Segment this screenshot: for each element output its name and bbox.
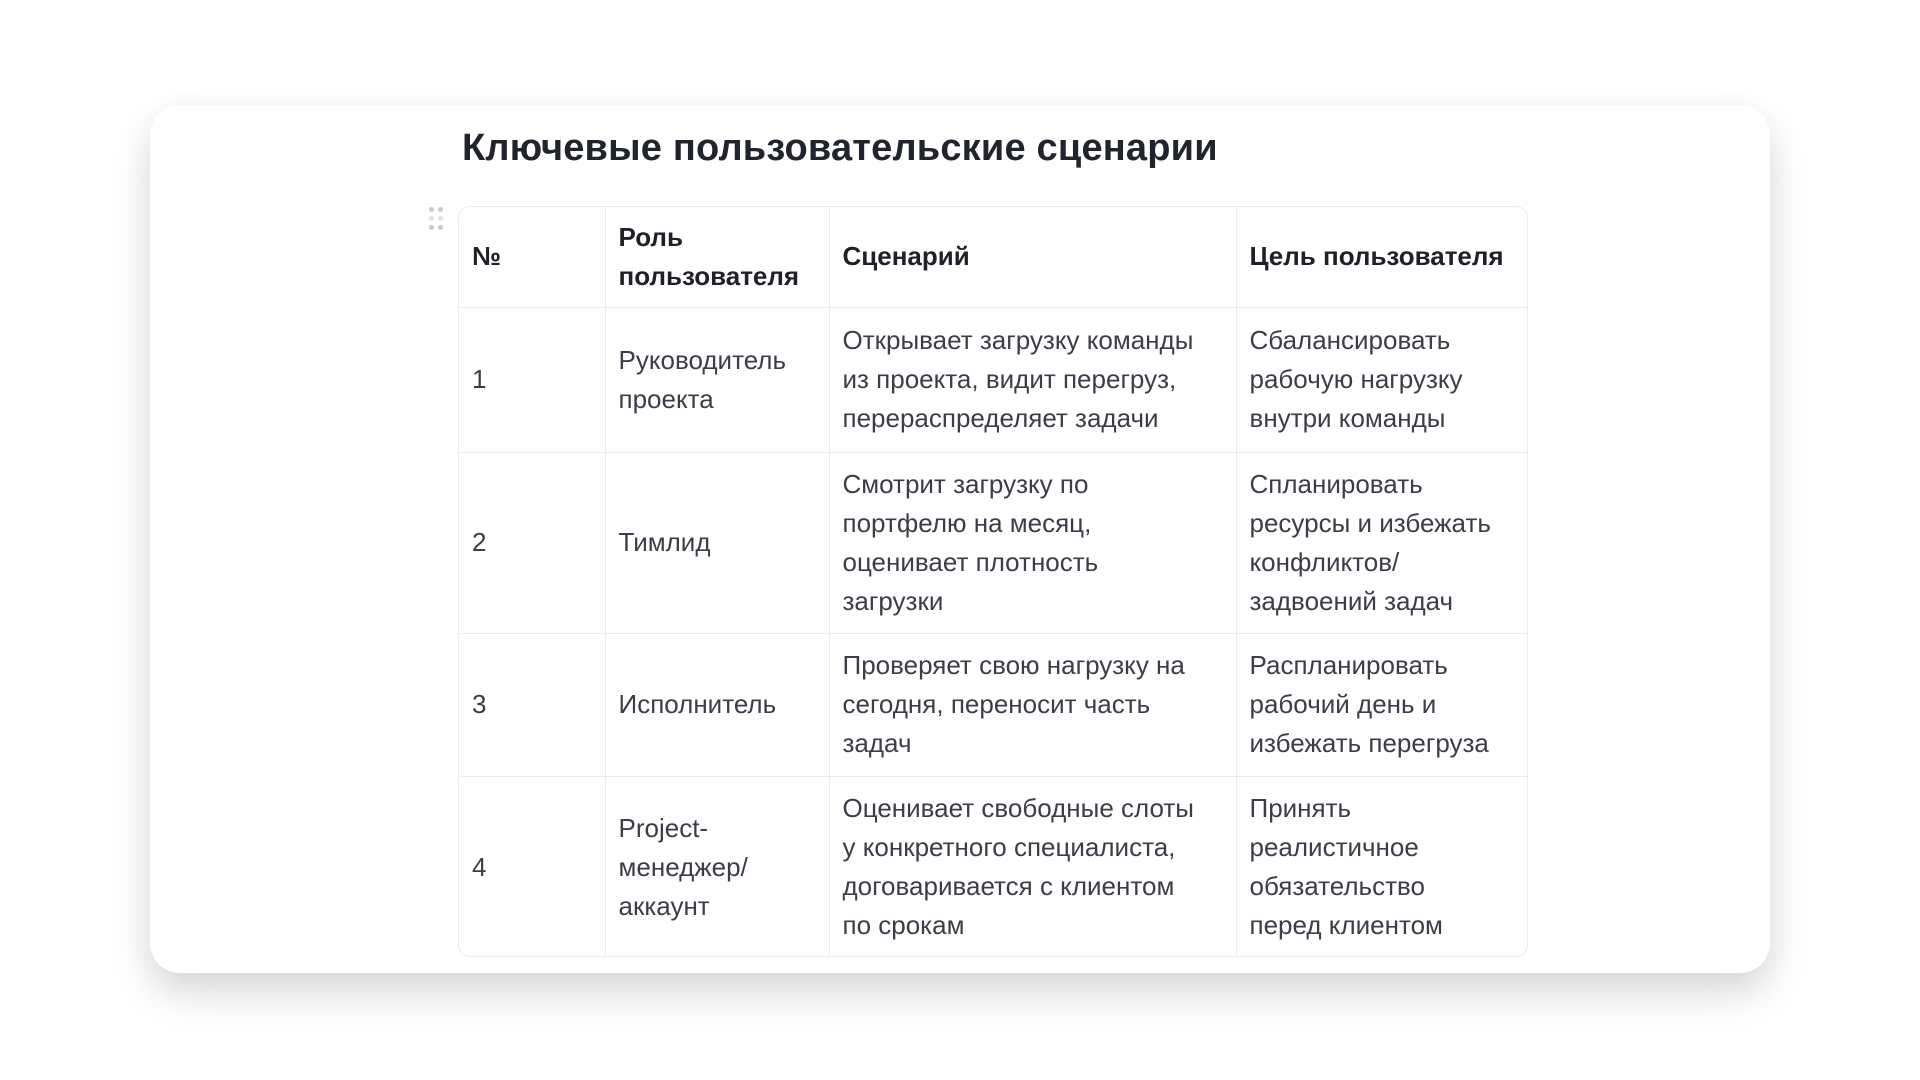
cell-text: 2 [472, 527, 487, 557]
cell-text: 1 [472, 364, 487, 394]
cell-text: Тимлид [618, 527, 711, 557]
cell-text: Проверяет свою нагрузку на [842, 650, 1185, 680]
cell-text: избежать перегруза [1249, 728, 1489, 758]
table-header-row [459, 207, 1528, 307]
cell-text: портфелю на месяц, [842, 507, 1092, 538]
cell-text: задач [842, 728, 912, 758]
header-role[interactable] [605, 207, 829, 307]
cell-number[interactable] [459, 452, 605, 633]
cell-text: Открывает загрузку команды [842, 325, 1194, 355]
drag-dot [438, 216, 443, 221]
table-row [459, 452, 1528, 633]
cell-scenario[interactable] [829, 776, 1236, 957]
cell-text: загрузки [842, 585, 944, 616]
cell-scenario[interactable] [829, 633, 1236, 776]
cell-text: конфликтов/ [1249, 546, 1400, 577]
drag-dot [429, 216, 434, 221]
cell-text: Распланировать [1249, 650, 1448, 680]
table-row [459, 776, 1528, 957]
cell-text: Руководитель [618, 344, 787, 375]
header-number[interactable] [459, 207, 605, 307]
cell-text: внутри команды [1249, 403, 1446, 433]
cell-number[interactable] [459, 633, 605, 776]
cell-text: менеджер/ [618, 851, 748, 882]
cell-scenario[interactable] [829, 307, 1236, 452]
cell-text: из проекта, видит перегруз, [842, 364, 1177, 394]
header-label: № [472, 241, 501, 272]
cell-text: задвоений задач [1249, 585, 1454, 616]
cell-text: Принять [1249, 793, 1352, 824]
cell-text: Project- [618, 812, 709, 843]
header-label: Цель пользователя [1249, 241, 1504, 272]
table-row [459, 633, 1528, 776]
header-goal[interactable] [1236, 207, 1528, 307]
cell-role[interactable] [605, 776, 829, 957]
cell-scenario[interactable] [829, 452, 1236, 633]
cell-text: сегодня, переносит часть [842, 689, 1151, 719]
cell-text: рабочую нагрузку [1249, 364, 1463, 394]
cell-text: у конкретного специалиста, [842, 832, 1176, 863]
cell-text: перераспределяет задачи [842, 403, 1159, 433]
cell-text: перед клиентом [1249, 910, 1443, 941]
cell-text: оценивает плотность [842, 546, 1099, 577]
cell-text: Сбалансировать [1249, 325, 1451, 355]
header-label: пользователя [618, 260, 800, 291]
header-scenario[interactable] [829, 207, 1236, 307]
cell-number[interactable] [459, 307, 605, 452]
scenarios-table [458, 206, 1528, 957]
cell-number[interactable] [459, 776, 605, 957]
cell-text: Исполнитель [618, 689, 777, 719]
cell-goal[interactable] [1236, 452, 1528, 633]
drag-handle-icon[interactable] [429, 207, 443, 233]
cell-goal[interactable] [1236, 307, 1528, 452]
cell-text: договаривается с клиентом [842, 871, 1175, 902]
cell-text: Спланировать [1249, 468, 1423, 499]
cell-text: рабочий день и [1249, 689, 1437, 719]
cell-goal[interactable] [1236, 776, 1528, 957]
cell-text: обязательство [1249, 871, 1425, 902]
cell-text: 3 [472, 689, 487, 719]
cell-text: Смотрит загрузку по [842, 468, 1089, 499]
cell-goal[interactable] [1236, 633, 1528, 776]
cell-text: реалистичное [1249, 832, 1419, 863]
cell-role[interactable] [605, 633, 829, 776]
cell-text: проекта [618, 383, 714, 414]
cell-role[interactable] [605, 452, 829, 633]
drag-dot [438, 207, 443, 212]
cell-text: по срокам [842, 910, 965, 941]
header-label: Роль [618, 221, 683, 252]
page-title: Ключевые пользовательские сценарии [462, 127, 1218, 169]
drag-dot [429, 207, 434, 212]
drag-dot [438, 225, 443, 230]
cell-text: 4 [472, 851, 487, 882]
header-label: Сценарий [842, 241, 970, 272]
drag-dot [429, 225, 434, 230]
cell-text: аккаунт [618, 890, 710, 921]
cell-text: Оценивает свободные слоты [842, 793, 1194, 824]
table-row [459, 307, 1528, 452]
cell-text: ресурсы и избежать [1249, 507, 1491, 538]
cell-role[interactable] [605, 307, 829, 452]
